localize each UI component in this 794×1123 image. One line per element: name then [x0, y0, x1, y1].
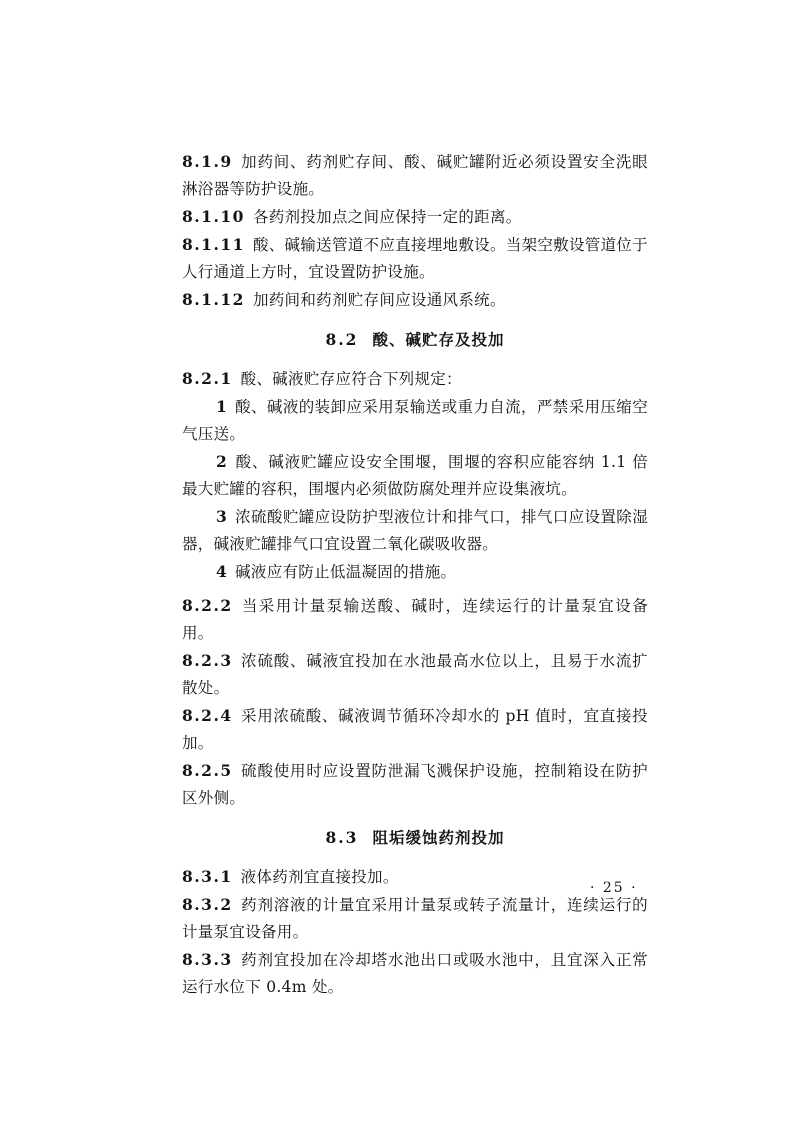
clause-text: 酸、碱液贮存应符合下列规定： — [240, 370, 462, 388]
clause — [182, 757, 648, 812]
clause — [182, 702, 648, 757]
document-body — [182, 148, 648, 1001]
clause-number: 8.1.10 — [182, 207, 245, 226]
clause-number: 8.1.9 — [182, 152, 233, 171]
clause — [182, 863, 648, 891]
clause-number: 8.2.2 — [182, 596, 233, 615]
section-title: 酸、碱贮存及投加 — [372, 330, 505, 349]
section-number: 8.2 — [325, 330, 359, 349]
item-text: 碱液应有防止低温凝固的措施。 — [235, 563, 457, 581]
list-item — [182, 558, 648, 586]
clause-number: 8.1.12 — [182, 290, 245, 309]
section-number: 8.3 — [325, 828, 359, 847]
item-number: 1 — [216, 397, 228, 416]
clause — [182, 203, 648, 231]
section-title: 阻垢缓蚀药剂投加 — [372, 828, 505, 847]
clause-number: 8.2.4 — [182, 706, 233, 725]
list-item — [182, 503, 648, 558]
list-item — [182, 448, 648, 503]
section-heading-8-3 — [182, 824, 648, 851]
list-item — [182, 393, 648, 448]
clause-text: 药剂宜投加在冷却塔水池出口或吸水池中，且宜深入正常运行水位下 0.4m 处。 — [182, 951, 648, 996]
page-number: · 25 · — [590, 880, 638, 896]
clause-number: 8.2.3 — [182, 651, 233, 670]
section-heading-8-2 — [182, 326, 648, 353]
clause-text: 当采用计量泵输送酸、碱时，连续运行的计量泵宜设备用。 — [182, 597, 648, 642]
clause — [182, 592, 648, 647]
clause-text: 加药间和药剂贮存间应设通风系统。 — [252, 291, 506, 309]
clause-text: 浓硫酸、碱液宜投加在水池最高水位以上，且易于水流扩散处。 — [182, 652, 648, 697]
clause-number: 8.3.2 — [182, 895, 233, 914]
clause-text: 液体药剂宜直接投加。 — [240, 868, 399, 886]
item-number: 3 — [216, 507, 228, 526]
clause — [182, 365, 648, 393]
clause-text: 各药剂投加点之间应保持一定的距离。 — [252, 208, 522, 226]
item-text: 酸、碱液贮罐应设安全围堰，围堰的容积应能容纳 1.1 倍最大贮罐的容积，围堰内必须做防腐处理并应设集液坑。 — [182, 453, 648, 498]
clause — [182, 946, 648, 1001]
clause-text: 硫酸使用时应设置防泄漏飞溅保护设施，控制箱设在防护区外侧。 — [182, 762, 648, 807]
clause-text: 酸、碱输送管道不应直接埋地敷设。当架空敷设管道位于人行通道上方时，宜设置防护设施。 — [182, 236, 648, 281]
clause-number: 8.3.1 — [182, 867, 233, 886]
clause — [182, 647, 648, 702]
clause — [182, 148, 648, 203]
clause-number: 8.2.5 — [182, 761, 233, 780]
item-text: 酸、碱液的装卸应采用泵输送或重力自流，严禁采用压缩空气压送。 — [182, 398, 648, 443]
clause-number: 8.1.11 — [182, 235, 245, 254]
item-number: 4 — [216, 562, 228, 581]
clause — [182, 286, 648, 314]
clause-text: 加药间、药剂贮存间、酸、碱贮罐附近必须设置安全洗眼淋浴器等防护设施。 — [182, 153, 648, 198]
item-number: 2 — [216, 452, 228, 471]
clause-text: 采用浓硫酸、碱液调节循环冷却水的 pH 值时，宜直接投加。 — [182, 707, 648, 752]
item-text: 浓硫酸贮罐应设防护型液位计和排气口，排气口应设置除湿器，碱液贮罐排气口宜设置二氧化碳吸收器。 — [182, 508, 648, 553]
clause — [182, 891, 648, 946]
clause-number: 8.2.1 — [182, 369, 233, 388]
clause-number: 8.3.3 — [182, 950, 233, 969]
clause — [182, 231, 648, 286]
clause-text: 药剂溶液的计量宜采用计量泵或转子流量计，连续运行的计量泵宜设备用。 — [182, 896, 648, 941]
